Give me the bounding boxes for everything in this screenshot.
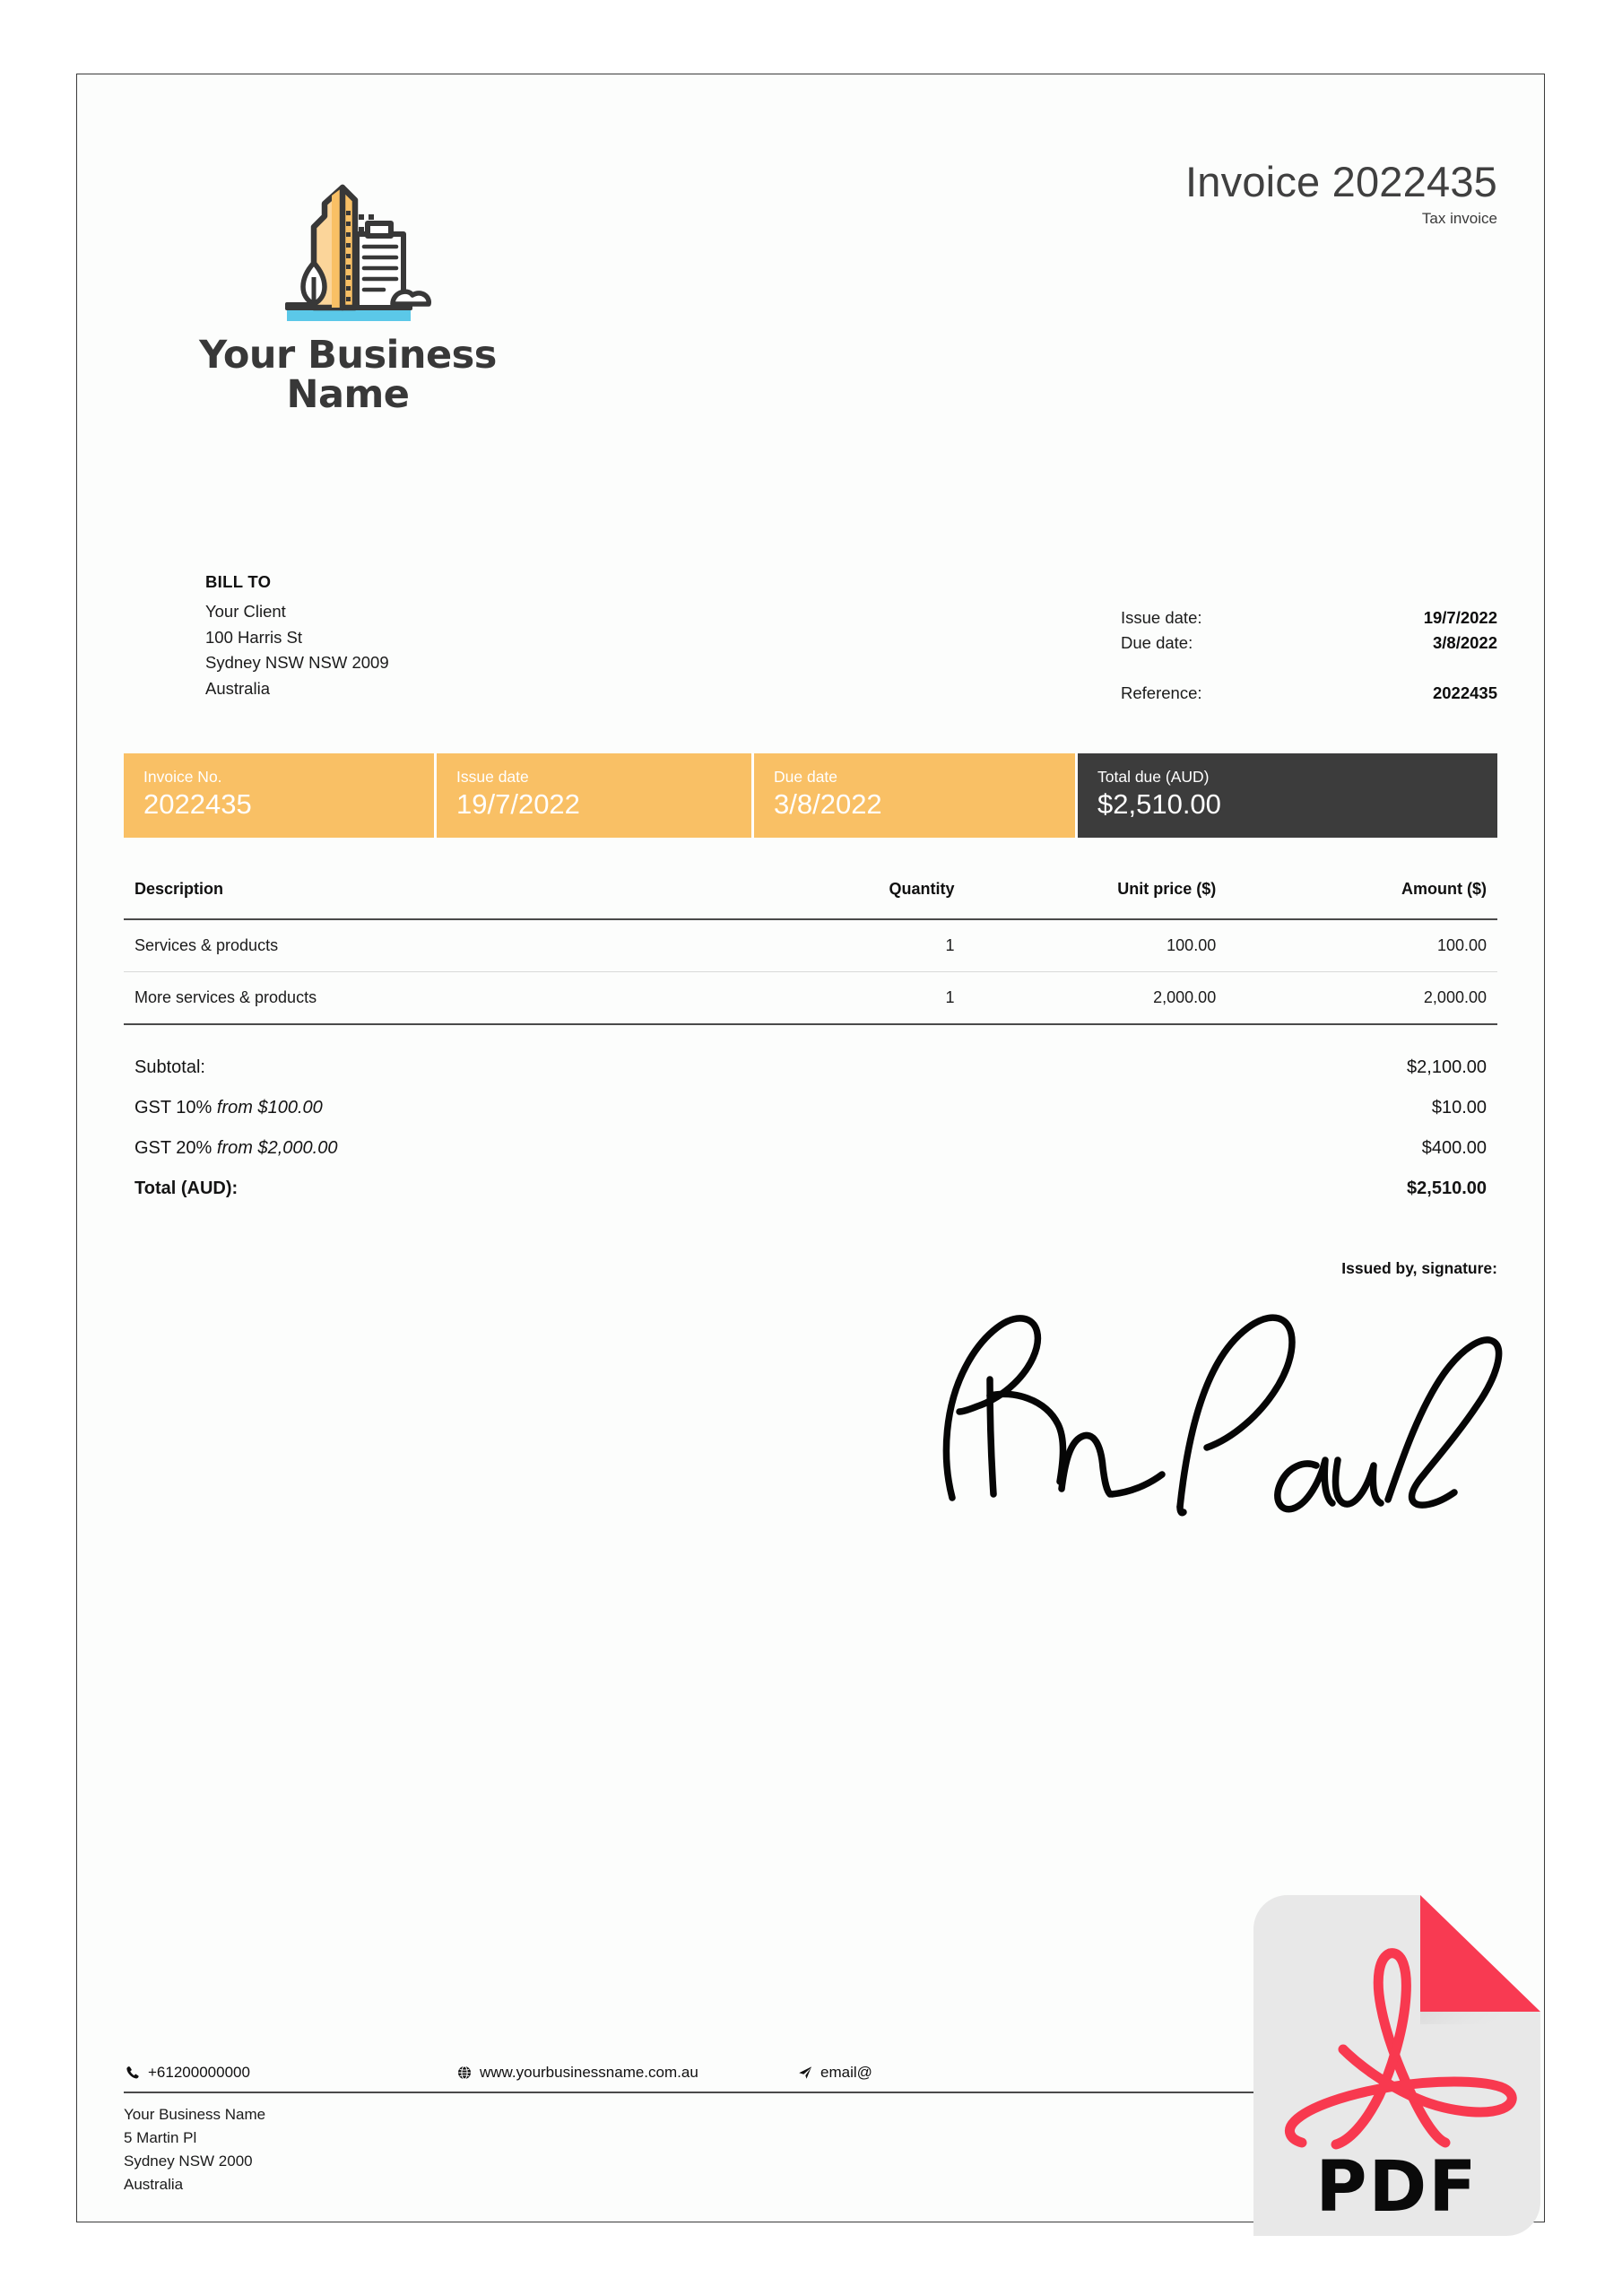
gst-20-label: [134, 1138, 337, 1159]
summary-due-date-label: Due date: [774, 768, 838, 786]
contact-phone-text: +61200000000: [148, 2064, 250, 2081]
due-date-value: 3/8/2022: [1432, 633, 1497, 652]
meta-row-due-date: [1121, 631, 1497, 656]
gst-10-label: [134, 1098, 323, 1118]
cell-description: Services & products: [134, 936, 279, 954]
signature-caption: Issued by, signature:: [1341, 1259, 1497, 1277]
footer-address: [124, 2103, 265, 2196]
subtotal-value: $2,100.00: [1407, 1057, 1487, 1077]
meta-row-reference: [1121, 681, 1497, 706]
document-subtitle: Tax invoice: [1421, 210, 1497, 227]
summary-cell-due-date: [754, 753, 1075, 838]
phone-icon: [124, 2064, 142, 2082]
totals-block: [124, 1057, 1497, 1219]
pdf-badge-label: PDF: [1315, 2147, 1479, 2228]
issue-date-label: Issue date:: [1121, 608, 1202, 627]
table-row: [124, 919, 1497, 972]
summary-due-date-value: 3/8/2022: [774, 788, 882, 820]
cell-amount: 100.00: [1436, 936, 1487, 954]
logo-line-2: Name: [286, 371, 410, 417]
bill-to-line: Sydney NSW NSW 2009: [205, 653, 389, 672]
reference-value: 2022435: [1432, 683, 1497, 702]
totals-row-gst-20: [124, 1138, 1497, 1178]
gst-10-rate: GST 10%: [134, 1098, 213, 1118]
logo-wordmark: [186, 333, 509, 417]
gst-10-value: $10.00: [1431, 1098, 1487, 1118]
footer-address-line: 5 Martin Pl: [124, 2129, 197, 2146]
summary-issue-date-label: Issue date: [456, 768, 529, 786]
totals-row-subtotal: [124, 1057, 1497, 1098]
table-row: [124, 972, 1497, 1025]
summary-cell-invoice-no: [124, 753, 434, 838]
gst-20-value: $400.00: [1421, 1138, 1487, 1158]
bill-to-block: [205, 572, 389, 701]
summary-total-due-label: Total due (AUD): [1097, 768, 1210, 786]
footer-address-line: Your Business Name: [124, 2106, 266, 2123]
column-header-description: Description: [134, 880, 224, 898]
contact-website[interactable]: [455, 2064, 796, 2082]
bill-to-line: Your Client: [205, 602, 286, 621]
send-icon: [796, 2064, 814, 2082]
cell-quantity: 1: [945, 936, 955, 954]
globe-icon: [455, 2064, 473, 2082]
contact-phone[interactable]: [124, 2064, 455, 2082]
gst-20-rate: GST 20%: [134, 1138, 213, 1158]
due-date-label: Due date:: [1121, 633, 1193, 652]
cell-unit-price: 100.00: [1167, 936, 1217, 954]
handwritten-signature-icon: [911, 1290, 1545, 1550]
page-title: Invoice 2022435: [1185, 158, 1497, 205]
totals-row-gst-10: [124, 1098, 1497, 1138]
summary-issue-date-value: 19/7/2022: [456, 788, 580, 820]
cell-amount: 2,000.00: [1423, 988, 1487, 1006]
contact-email-text: email@: [820, 2064, 872, 2081]
contact-website-text: www.yourbusinessname.com.au: [480, 2064, 698, 2081]
gst-20-qualifier: from $2,000.00: [216, 1138, 338, 1158]
column-header-unit-price: Unit price ($): [1117, 880, 1217, 898]
grand-total-value: $2,510.00: [1407, 1178, 1487, 1198]
building-logo-icon: [249, 173, 447, 333]
company-logo: [186, 173, 509, 415]
bill-to-line: 100 Harris St: [205, 627, 302, 647]
summary-cell-total-due: [1078, 753, 1497, 838]
summary-total-due-value: $2,510.00: [1097, 788, 1221, 820]
line-items-table: [124, 880, 1497, 1025]
subtotal-label: Subtotal:: [134, 1057, 205, 1077]
column-header-amount: Amount ($): [1401, 880, 1487, 898]
meta-row-issue-date: [1121, 605, 1497, 631]
invoice-meta-block: [1121, 605, 1497, 706]
column-header-quantity: Quantity: [889, 880, 955, 898]
invoice-summary-bar: [124, 753, 1497, 838]
summary-cell-issue-date: [437, 753, 751, 838]
table-header-row: [124, 880, 1497, 919]
gst-10-qualifier: from $100.00: [216, 1098, 323, 1118]
totals-row-grand-total: [124, 1178, 1497, 1219]
reference-label: Reference:: [1121, 683, 1202, 702]
footer-address-line: Australia: [124, 2176, 184, 2193]
bill-to-line: Australia: [205, 678, 270, 698]
footer-address-line: Sydney NSW 2000: [124, 2152, 253, 2170]
pdf-file-icon[interactable]: [1253, 1895, 1540, 2236]
cell-description: More services & products: [134, 988, 317, 1006]
issue-date-value: 19/7/2022: [1423, 608, 1497, 627]
summary-invoice-no-value: 2022435: [143, 788, 252, 820]
summary-invoice-no-label: Invoice No.: [143, 768, 222, 786]
grand-total-label: Total (AUD):: [134, 1178, 239, 1198]
logo-line-1: Your Business: [199, 333, 497, 378]
cell-quantity: 1: [945, 988, 955, 1006]
bill-to-heading: BILL TO: [205, 572, 272, 591]
cell-unit-price: 2,000.00: [1153, 988, 1217, 1006]
